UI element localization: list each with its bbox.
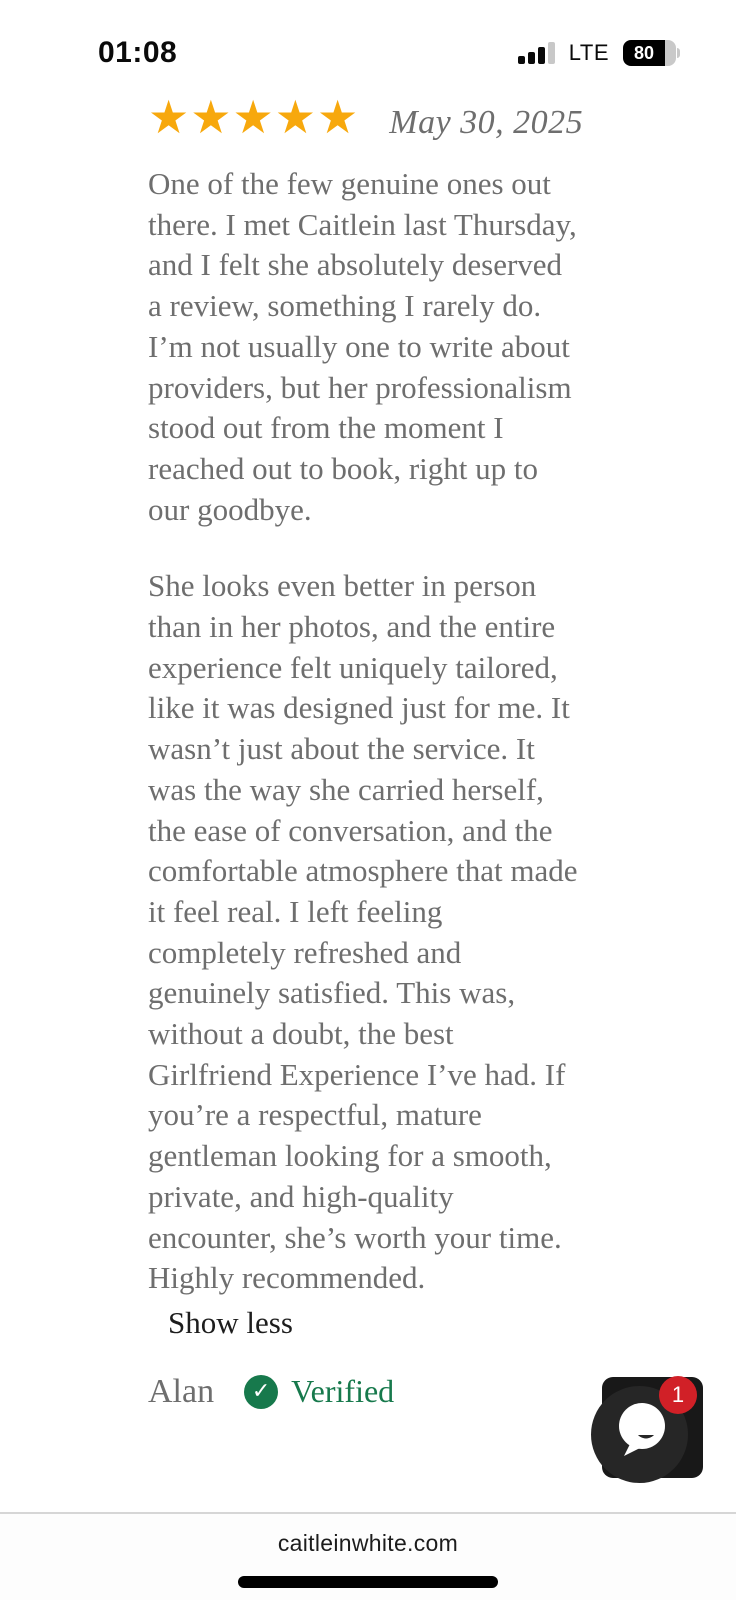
star-rating xyxy=(148,90,360,144)
star-icon: ★ xyxy=(190,90,233,144)
review-date: May 30, 2025 xyxy=(389,104,584,141)
network-type-label: LTE xyxy=(568,40,609,65)
review-text xyxy=(148,164,580,1299)
review-card xyxy=(0,90,736,1411)
status-time: 01:08 xyxy=(98,36,178,69)
review-paragraph: One of the few genuine ones out there. I met Caitlein last Thursday, and I felt she absolutely deserved a review, something I rarely do. I’m not usually one to write about providers, but her professionalism stood out from the moment I reached out to book, right up to our goodbye. xyxy=(148,166,577,527)
star-icon: ★ xyxy=(148,90,191,144)
unread-count-badge: 1 xyxy=(659,1376,697,1414)
star-icon: ★ xyxy=(274,90,317,144)
battery-percent: 80 xyxy=(623,40,665,66)
battery-icon xyxy=(623,40,680,66)
show-less-link[interactable]: Show less xyxy=(168,1304,293,1340)
verified-check-icon: ✓ xyxy=(244,1375,278,1409)
address-bar-url[interactable]: caitleinwhite.com xyxy=(277,1530,459,1556)
reviewer-name: Alan xyxy=(148,1372,215,1410)
chat-bubble-icon xyxy=(616,1402,674,1465)
verified-label: Verified xyxy=(291,1373,395,1410)
home-indicator[interactable] xyxy=(238,1576,498,1588)
verified-badge xyxy=(244,1373,394,1410)
star-icon: ★ xyxy=(317,90,360,144)
chat-widget-button[interactable] xyxy=(602,1377,703,1478)
status-icons xyxy=(518,40,680,66)
cellular-signal-icon xyxy=(518,42,555,64)
star-icon: ★ xyxy=(232,90,275,144)
safari-bottom-bar xyxy=(0,1512,736,1600)
status-bar xyxy=(0,0,736,80)
rating-row xyxy=(148,90,736,144)
review-paragraph: She looks even better in person than in her photos, and the entire experience felt uniquely tailored, like it was designed just for me. It wasn’t just about the service. It was the way she carried herself, the ease of conversation, and the comfortable atmosphere that made it feel real. I left feeling completely refreshed and genuinely satisfied. This was, without a doubt, the best Girlfriend Experience I’ve had. If you’re a respectful, mature gentleman looking for a smooth, private, and high-quality encounter, she’s worth your time. Highly recommended. xyxy=(148,568,578,1296)
